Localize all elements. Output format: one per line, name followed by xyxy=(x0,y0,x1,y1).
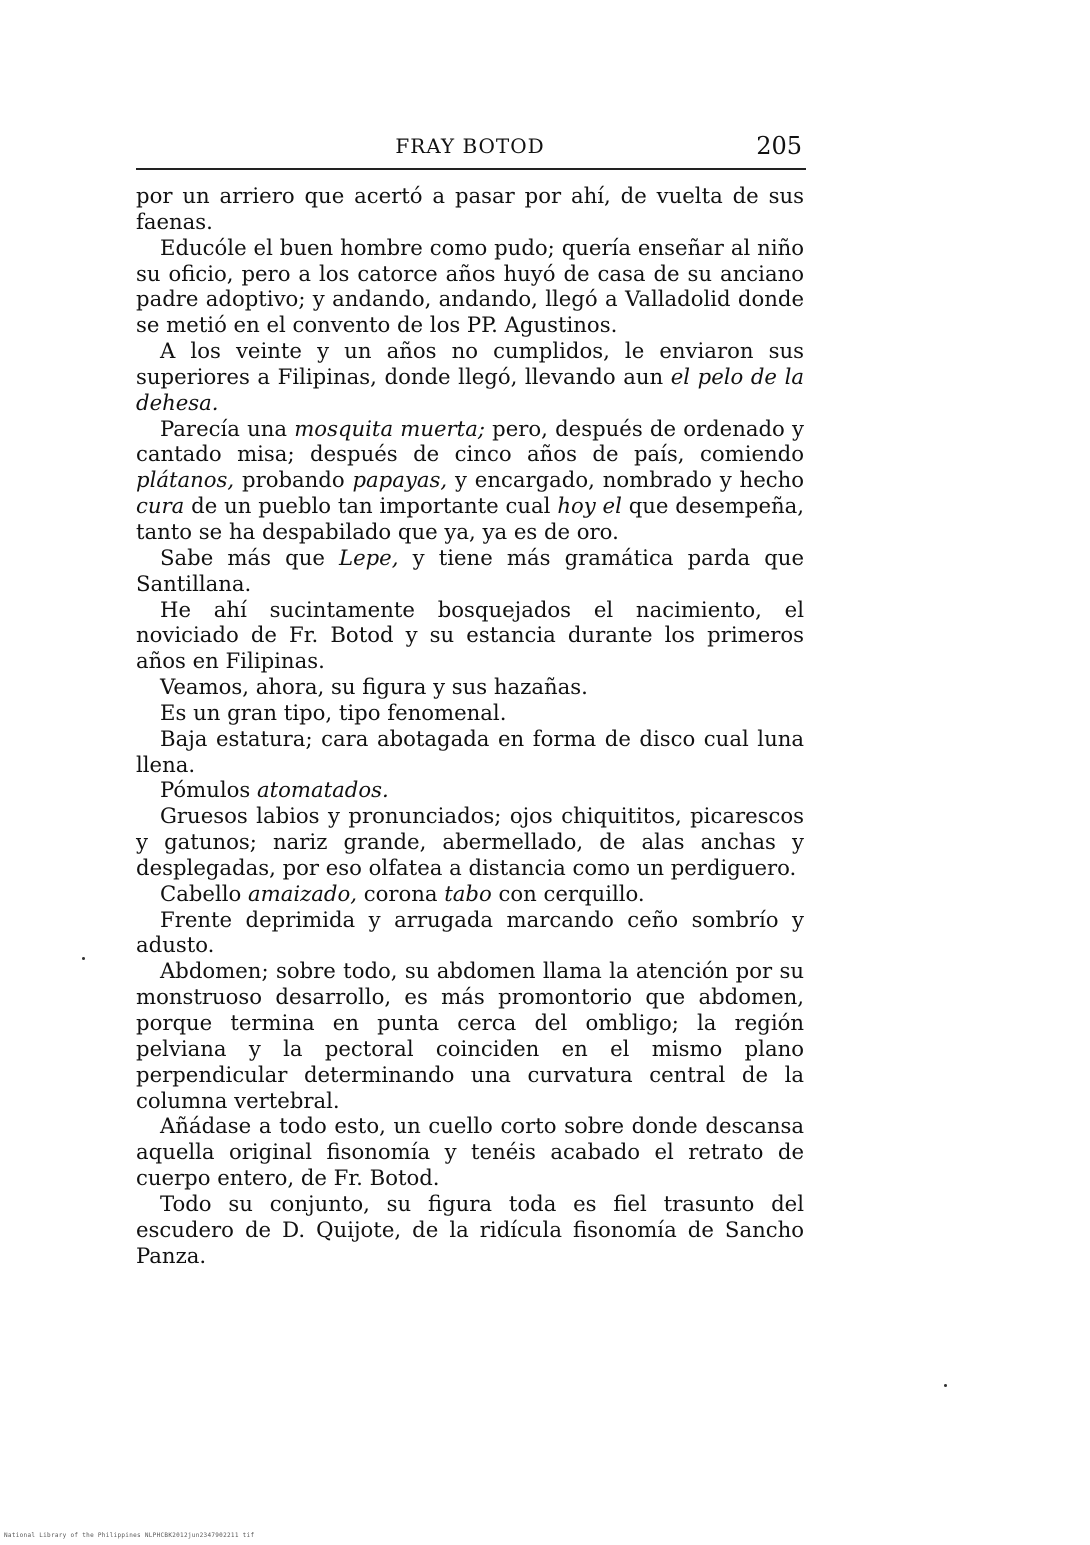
paragraph xyxy=(136,1191,804,1269)
paragraph xyxy=(136,958,804,1113)
running-head xyxy=(136,132,804,162)
text-run: Es un gran tipo, tipo fenomenal. xyxy=(160,699,507,725)
text-run: probando xyxy=(234,467,353,493)
paragraph xyxy=(136,700,804,726)
text-run: pero, después de ordenado y cantado misa; después de cinco años de país, comiendo xyxy=(136,415,804,467)
text-run: Parecía una xyxy=(160,415,295,441)
paragraph xyxy=(136,803,804,881)
text-run: de un pueblo tan importante cual xyxy=(184,493,558,519)
text-run: que desempeña, tanto se ha despabilado que ya, ya es de oro. xyxy=(136,493,804,544)
italic-phrase: Lepe, xyxy=(339,544,399,570)
italic-phrase: el pelo de la dehesa. xyxy=(136,363,804,415)
paragraph xyxy=(136,597,804,675)
text-run: He ahí sucintamente bosquejados el nacimiento, el noviciado de Fr. Botod y su estancia durante los primeros años en Filipinas. xyxy=(136,596,804,674)
paragraph xyxy=(136,881,804,907)
text-run: Baja estatura; cara abotagada en forma de disco cual luna llena. xyxy=(136,725,804,777)
scan-speck xyxy=(944,1384,947,1387)
text-run: por un arriero que acertó a pasar por ahí, de vuelta de sus faenas. xyxy=(136,183,804,234)
italic-phrase: amaizado, xyxy=(248,880,357,906)
body-text xyxy=(136,183,804,1268)
text-run: con cerquillo. xyxy=(491,880,645,906)
paragraph xyxy=(136,235,804,338)
running-title: FRAY BOTOD xyxy=(395,134,545,158)
text-run: y tiene más gramática parda que Santillana. xyxy=(136,544,804,596)
italic-phrase: hoy el xyxy=(557,493,622,519)
paragraph xyxy=(136,183,804,235)
text-run: A los veinte y un años no cumplidos, le enviaron sus superiores a Filipinas, donde llegó, llevando aun xyxy=(136,338,804,389)
text-run: Cabello xyxy=(160,880,248,906)
text-run: Sabe más que xyxy=(160,544,340,570)
text-run: Veamos, ahora, su figura y sus hazañas. xyxy=(160,674,588,700)
italic-phrase: tabo xyxy=(444,880,492,906)
paragraph xyxy=(136,726,804,778)
paragraph xyxy=(136,777,804,803)
paragraph xyxy=(136,674,804,700)
scan-speck xyxy=(82,957,85,960)
text-run: Todo su conjunto, su figura toda es fiel trasunto del escudero de D. Quijote, de la ridícula fisonomía de Sancho Panza. xyxy=(136,1190,804,1268)
italic-phrase: cura xyxy=(136,493,185,519)
italic-phrase: mosquita muerta; xyxy=(294,415,485,441)
header-rule xyxy=(136,168,806,170)
italic-phrase: papayas, xyxy=(352,467,448,493)
scan-footer-note: National Library of the Philippines NLPHCBK2012jun2347902211 tif xyxy=(4,1532,255,1539)
italic-phrase: plátanos, xyxy=(136,467,235,493)
paragraph xyxy=(136,907,804,959)
text-run: Educóle el buen hombre como pudo; quería enseñar al niño su oficio, pero a los catorce años huyó de casa de su anciano padre adoptivo; y andando, andando, llegó a Valladolid donde se metió en el convento de los PP. Agustinos. xyxy=(136,234,804,338)
paragraph xyxy=(136,1113,804,1191)
text-run: corona xyxy=(356,880,445,906)
text-run: Gruesos labios y pronunciados; ojos chiquititos, picarescos y gatunos; nariz grande, abermellado, de alas anchas y desplegadas, por eso olfatea a distancia como un perdiguero. xyxy=(136,803,804,880)
text-run: Abdomen; sobre todo, su abdomen llama la atención por su monstruoso desarrollo, es más promontorio que abdomen, porque termina en punta cerca del ombligo; la región pelviana y la pectoral coinciden en el mismo plano perpendicular determinando una curvatura central de la columna vertebral. xyxy=(136,958,804,1113)
italic-phrase: atomatados. xyxy=(257,777,389,803)
paragraph xyxy=(136,338,804,416)
page-number: 205 xyxy=(756,132,802,160)
text-run: Añádase a todo esto, un cuello corto sobre donde descansa aquella original fisonomía y tenéis acabado el retrato de cuerpo entero, de Fr. Botod. xyxy=(136,1113,804,1191)
paragraph xyxy=(136,545,804,597)
text-run: y encargado, nombrado y hecho xyxy=(447,467,805,493)
text-run: Pómulos xyxy=(160,777,258,803)
text-run: Frente deprimida y arrugada marcando ceño sombrío y adusto. xyxy=(136,906,804,958)
paragraph xyxy=(136,416,804,545)
